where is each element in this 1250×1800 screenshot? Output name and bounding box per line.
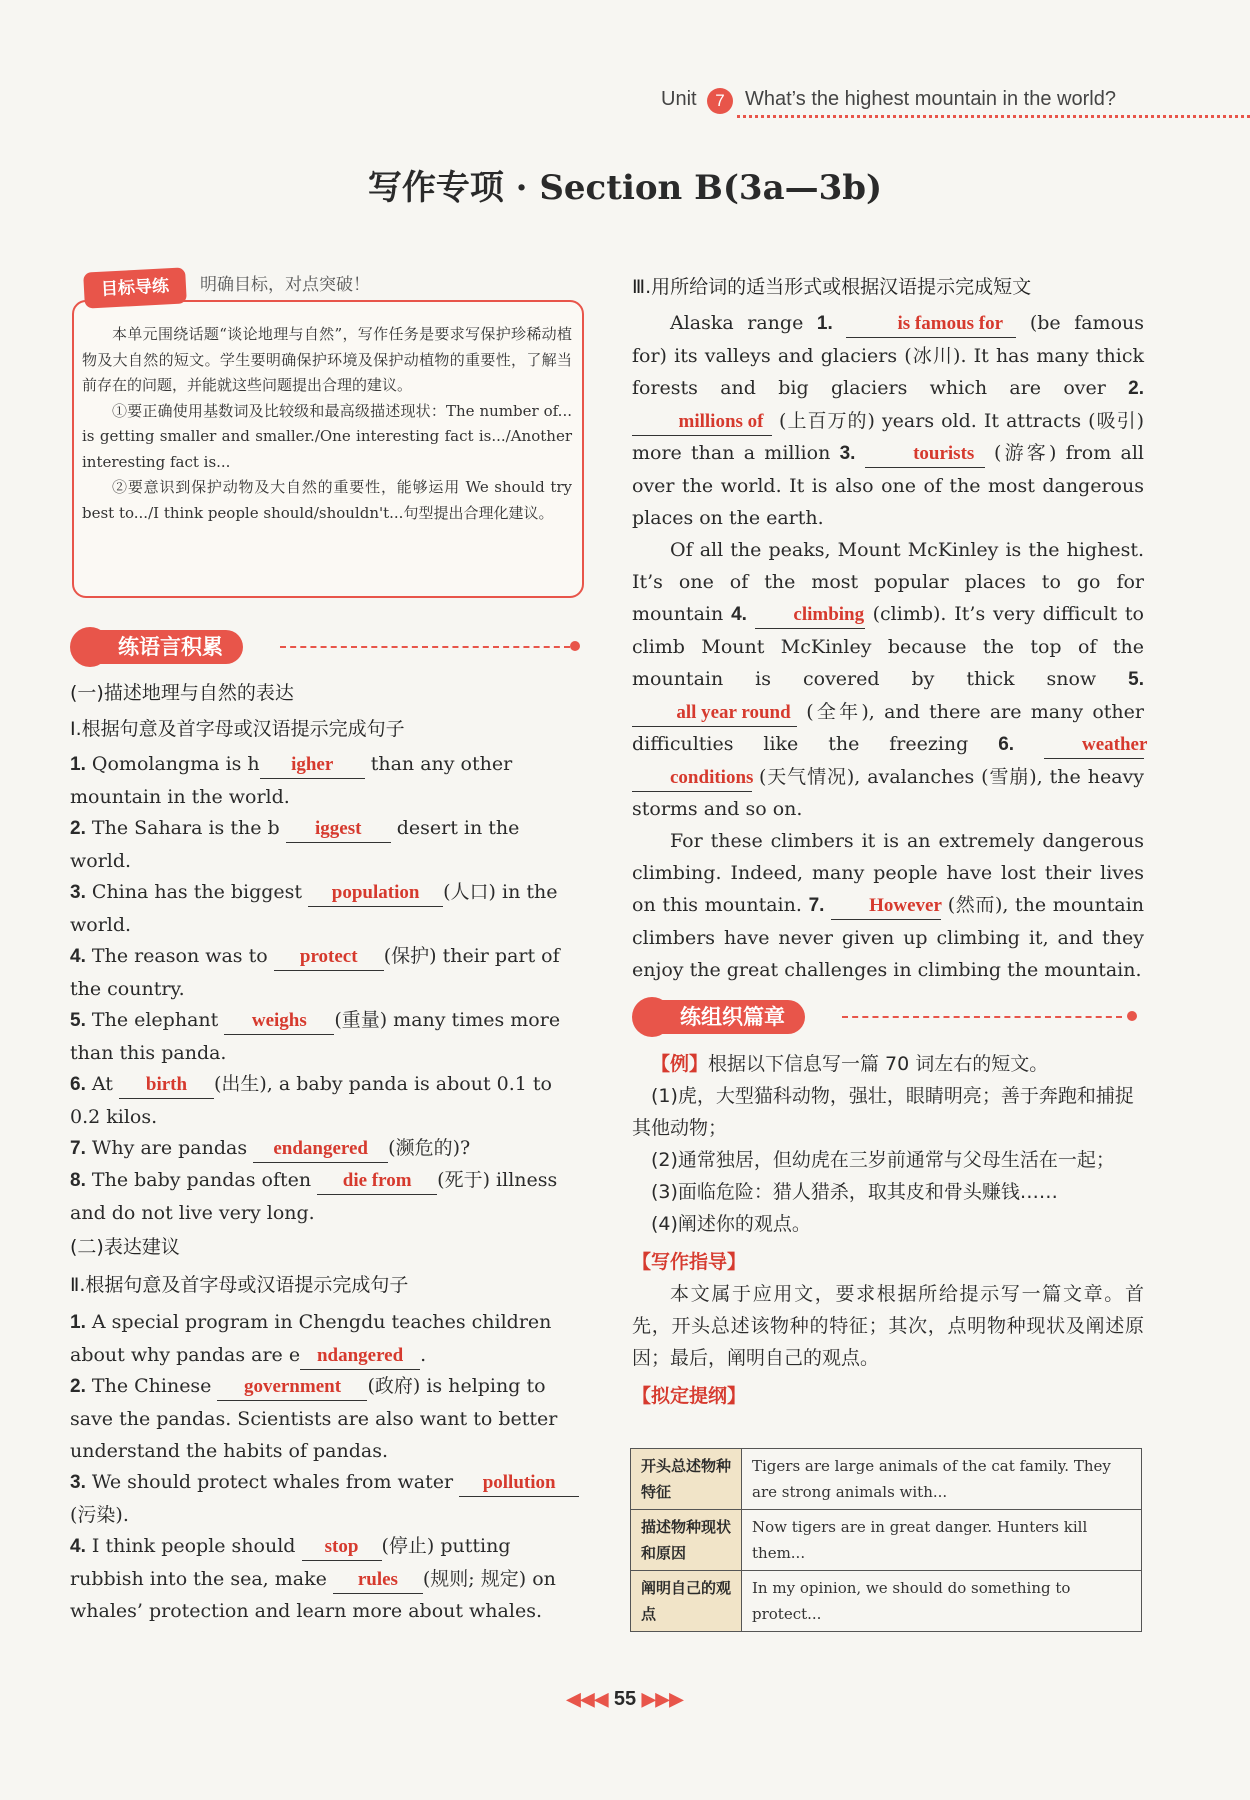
unit-title: What’s the highest mountain in the world? <box>745 88 1116 110</box>
answer-blank[interactable]: pollution <box>459 1470 579 1497</box>
question-text: The elephant <box>91 1009 219 1031</box>
banner-dot <box>1127 1011 1137 1021</box>
passage-text: (be famous for) its valleys and glaciers (冰川). It has many thick forests and big glaciers which are over <box>632 312 1144 399</box>
example-text: 根据以下信息写一篇 70 词左右的短文。 <box>708 1053 1049 1075</box>
question-text: The Chinese <box>91 1375 212 1397</box>
unit-number-badge: 7 <box>707 88 733 114</box>
example-prompt <box>632 1048 1144 1412</box>
outline-step: 描述物种现状和原因 <box>631 1510 742 1571</box>
question-1 <box>70 748 582 813</box>
question-text: desert in the world. <box>70 817 520 872</box>
outline-step: 开头总述物种特征 <box>631 1449 742 1510</box>
question-text: (停止) putting rubbish into the sea, make <box>70 1535 511 1590</box>
table-row <box>631 1571 1142 1632</box>
answer-blank[interactable]: rules <box>333 1567 423 1594</box>
goal-body <box>82 322 572 526</box>
question-text: China has the biggest <box>91 881 303 903</box>
next-arrows-icon: ▶▶▶ <box>641 1689 684 1709</box>
question-2 <box>70 812 582 877</box>
table-row <box>631 1510 1142 1571</box>
question-text: (濒危的)? <box>388 1137 471 1159</box>
answer-blank[interactable]: all year round <box>632 700 797 727</box>
part2-instruction: Ⅱ.根据句意及首字母或汉语提示完成句子 <box>70 1274 409 1296</box>
question-text: (污染). <box>70 1504 129 1526</box>
page-title: 写作专项 · Section B(3a—3b) <box>367 168 883 208</box>
outline-step: 阐明自己的观点 <box>631 1571 742 1632</box>
answer-blank[interactable]: die from <box>317 1168 437 1195</box>
example-item: (4)阐述你的观点。 <box>651 1213 811 1235</box>
page-number-text: 55 <box>613 1688 637 1710</box>
outline-content: Tigers are large animals of the cat family. They are strong animals with... <box>742 1449 1142 1510</box>
question-4 <box>70 940 582 1005</box>
question-r4 <box>70 1530 582 1627</box>
question-text: Why are pandas <box>91 1137 248 1159</box>
question-number: 3. <box>70 1472 86 1493</box>
passage-text: Of all the peaks, Mount McKinley is the highest. It’s one of the most popular places to go for mountain <box>632 539 1144 625</box>
outline-tag: 【拟定提纲】 <box>632 1385 747 1407</box>
answer-blank[interactable]: tourists <box>865 441 985 468</box>
question-number: 2. <box>70 818 86 839</box>
answer-blank[interactable]: However <box>831 893 941 920</box>
question-number: 1. <box>70 754 86 775</box>
goal-paragraph: ②要意识到保护动物及大自然的重要性，能够运用 We should try best to.../I think people should/shouldn't...句型提出合理化建议。 <box>82 478 572 522</box>
answer-blank[interactable]: weather <box>1044 732 1144 759</box>
question-number: 6. <box>70 1074 86 1095</box>
header-dotted-line <box>737 115 1250 118</box>
question-number: 5. <box>70 1010 86 1031</box>
passage-text: (天气情况), avalanches (雪崩), the heavy storms and so on. <box>632 766 1144 820</box>
question-7 <box>70 1132 582 1165</box>
question-number: 4. <box>70 946 86 967</box>
question-number: 4. <box>70 1536 86 1557</box>
question-number: 3. <box>839 443 856 464</box>
section-banner-language <box>70 625 585 669</box>
page-number <box>0 1688 1250 1711</box>
table-row <box>631 1449 1142 1510</box>
question-text: (出生), a baby panda is about 0.1 to 0.2 kilos. <box>70 1073 552 1128</box>
question-text: The Sahara is the b <box>91 817 280 839</box>
question-text: (重量) many times more than this panda. <box>70 1009 561 1064</box>
goal-paragraph: ①要正确使用基数词及比较级和最高级描述现状：The number of... is getting smaller and smaller./One interesting fact is.../Another interesting fact is... <box>82 401 572 471</box>
answer-blank[interactable]: protect <box>274 944 384 971</box>
banner-label: 练组织篇章 <box>658 1000 805 1034</box>
question-r3 <box>70 1466 582 1531</box>
question-number: 2. <box>1128 378 1144 399</box>
question-text: (人口) in the world. <box>70 881 558 936</box>
passage-text: (climb). It’s very difficult to climb Mount McKinley because the top of the mountain is covered by thick snow <box>632 603 1144 690</box>
answer-blank[interactable]: millions of <box>632 409 772 436</box>
question-number: 6. <box>998 734 1015 755</box>
question-number: 3. <box>70 882 86 903</box>
question-5 <box>70 1004 582 1069</box>
question-number: 7. <box>808 895 825 916</box>
guide-text: 本文属于应用文，要求根据所给提示写一篇文章。首先，开头总述该物种的特征；其次，点明物种现状及阐述原因；最后，阐明自己的观点。 <box>632 1283 1144 1369</box>
question-text: (保护) their part of the country. <box>70 945 560 1000</box>
outline-content: Now tigers are in great danger. Hunters kill them... <box>742 1510 1142 1571</box>
banner-label: 练语言积累 <box>96 630 243 664</box>
guide-tag: 【写作指导】 <box>632 1251 747 1273</box>
passage-paragraph <box>632 307 1144 534</box>
question-text: than any other mountain in the world. <box>70 753 513 808</box>
passage-text: (然而), the mountain climbers have never given up climbing it, and they enjoy the great challenges in climbing the mountain. <box>632 894 1145 981</box>
question-3 <box>70 876 582 941</box>
goal-subtitle: 明确目标，对点突破！ <box>200 275 370 295</box>
answer-blank[interactable]: is famous for <box>846 311 1016 338</box>
question-text: The reason was to <box>91 945 268 967</box>
goal-paragraph: 本单元围绕话题“谈论地理与自然”，写作任务是要求写保护珍稀动植物及大自然的短文。学生要明确保护环境及保护动植物的重要性，了解当前存在的问题，并能就这些问题提出合理的建议。 <box>82 325 572 394</box>
question-text: The baby pandas often <box>91 1169 312 1191</box>
question-number: 7. <box>70 1138 86 1159</box>
example-item: (1)虎，大型猫科动物，强壮，眼睛明亮；善于奔跑和捕捉其他动物； <box>632 1085 1134 1139</box>
goal-tag: 目标导练 <box>83 267 187 308</box>
question-text: Qomolangma is h <box>91 753 260 775</box>
question-8 <box>70 1164 582 1229</box>
question-text: We should protect whales from water <box>91 1471 454 1493</box>
unit-label: Unit <box>661 88 697 110</box>
example-item: (3)面临危险：猎人猎杀，取其皮和骨头赚钱…… <box>651 1181 1058 1203</box>
passage-paragraph <box>632 825 1144 986</box>
passage-text: (全年), and there are many other difficulties like the freezing <box>632 701 1144 755</box>
section-banner-composition <box>632 995 1147 1039</box>
answer-blank[interactable]: climbing <box>755 602 865 629</box>
passage-text: Alaska range <box>670 312 804 334</box>
question-text: A special program in Chengdu teaches children about why pandas are e <box>70 1311 552 1366</box>
question-text: (死于) illness and do not live very long. <box>70 1169 558 1224</box>
question-text: (政府) is helping to save the pandas. Scientists are also want to better understand the habits of pandas. <box>70 1375 558 1462</box>
question-r1 <box>70 1306 582 1371</box>
question-text: At <box>91 1073 113 1095</box>
question-number: 2. <box>70 1376 86 1397</box>
answer-blank[interactable]: conditions <box>632 765 752 792</box>
prev-arrows-icon: ◀◀◀ <box>566 1689 609 1709</box>
question-number: 4. <box>731 604 747 625</box>
example-tag: 【例】 <box>651 1053 709 1075</box>
outline-table <box>630 1448 1142 1632</box>
part1-instruction: Ⅰ.根据句意及首字母或汉语提示完成句子 <box>70 718 405 740</box>
question-number: 1. <box>816 313 833 334</box>
passage-text: For these climbers it is an extremely dangerous climbing. Indeed, many people have lost their lives on this mountain. <box>632 830 1144 916</box>
question-text: . <box>420 1344 427 1366</box>
passage-text: (上百万的) years old. It attracts (吸引) more than a million <box>632 410 1144 464</box>
question-text: I think people should <box>91 1535 296 1557</box>
answer-blank[interactable]: stop <box>302 1534 382 1561</box>
example-item: (2)通常独居，但幼虎在三岁前通常与父母生活在一起； <box>651 1149 1115 1171</box>
answer-blank[interactable]: government <box>217 1374 367 1401</box>
part3-instruction: Ⅲ.用所给词的适当形式或根据汉语提示完成短文 <box>632 276 1032 298</box>
passage-text: (游客) from all over the world. It is also one of the most dangerous places on the earth. <box>632 442 1144 529</box>
question-r2 <box>70 1370 582 1467</box>
answer-blank[interactable]: ndangered <box>300 1343 420 1370</box>
passage-paragraph <box>632 534 1148 825</box>
part1-title: (一)描述地理与自然的表达 <box>70 682 294 704</box>
answer-blank[interactable]: igher <box>260 752 365 779</box>
question-number: 5. <box>1128 669 1144 690</box>
answer-blank[interactable]: endangered <box>253 1136 388 1163</box>
outline-content: In my opinion, we should do something to protect... <box>742 1571 1142 1632</box>
banner-dashed-line <box>842 1016 1122 1018</box>
answer-blank[interactable]: birth <box>119 1072 214 1099</box>
question-number: 8. <box>70 1170 86 1191</box>
question-6 <box>70 1068 582 1133</box>
question-number: 1. <box>70 1312 86 1333</box>
part2-title: (二)表达建议 <box>70 1236 180 1258</box>
banner-dot <box>570 641 580 651</box>
page-header <box>655 84 1250 124</box>
answer-blank[interactable]: weighs <box>224 1008 334 1035</box>
question-text: (规则; 规定) on whales’ protection and learn more about whales. <box>70 1568 556 1622</box>
banner-dashed-line <box>280 646 570 648</box>
answer-blank[interactable]: iggest <box>286 816 391 843</box>
passage <box>632 307 1148 986</box>
answer-blank[interactable]: population <box>308 880 443 907</box>
